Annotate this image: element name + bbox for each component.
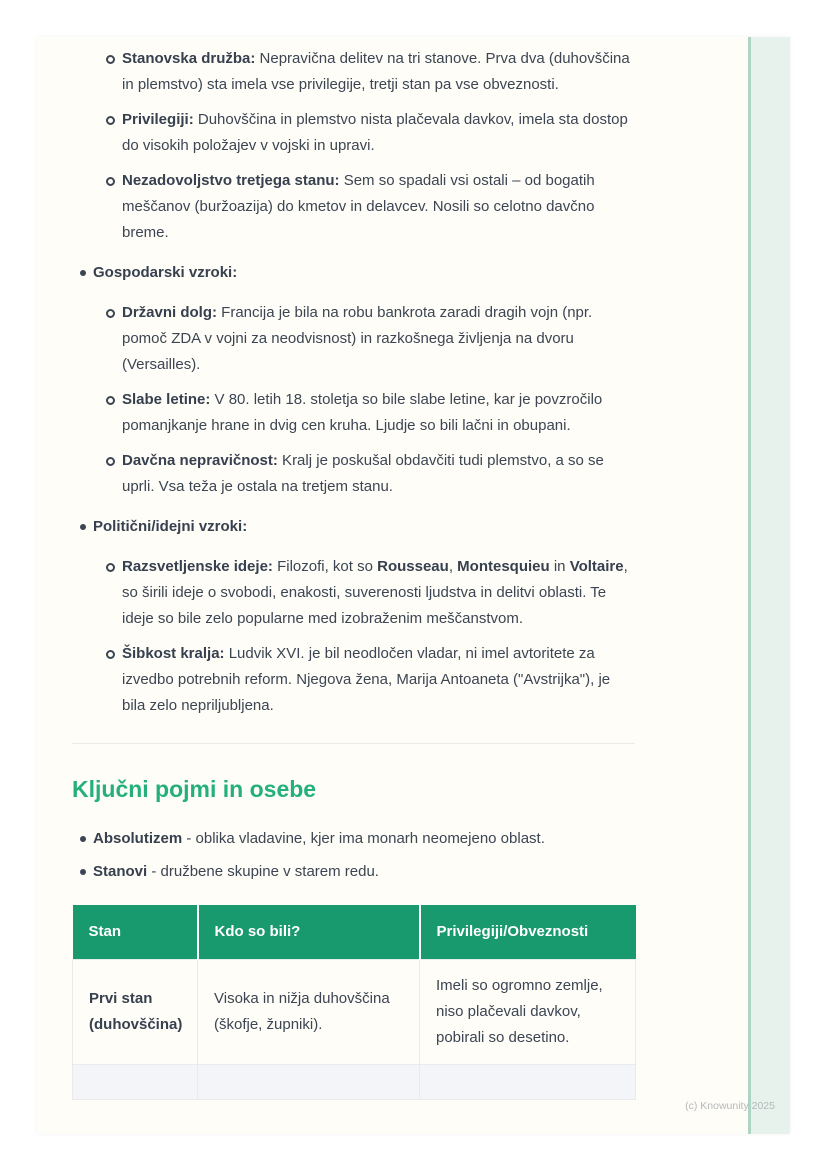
copyright-watermark: (c) Knowunity 2025	[685, 1100, 775, 1112]
list-item-text	[122, 645, 610, 714]
sub-bullet-item	[72, 107, 635, 159]
sub-bullet-list	[72, 554, 635, 719]
sub-bullet-marker-icon	[106, 55, 115, 64]
bold-text-run: Državni dolg:	[122, 304, 218, 321]
table-body	[73, 960, 636, 1100]
bold-text-run: Stanovska družba:	[122, 50, 256, 67]
table-header-cell: Kdo so bili?	[198, 905, 420, 960]
table-row	[73, 960, 636, 1065]
sub-bullet-item	[72, 448, 635, 500]
bullet-item	[72, 514, 635, 540]
text-run: in	[549, 558, 570, 575]
bold-text-run: Šibkost kralja:	[122, 645, 225, 662]
page-content	[72, 37, 635, 1100]
section-heading: Ključni pojmi in osebe	[72, 776, 317, 802]
table-row	[73, 1065, 636, 1100]
text-run: - družbene skupine v starem redu.	[147, 863, 379, 880]
bold-text-run: Davčna nepravičnost:	[122, 452, 278, 469]
table-header-row	[73, 905, 636, 960]
key-terms-table	[72, 905, 636, 1100]
list-item-text	[122, 391, 602, 434]
text-run: Sem so spadali vsi ostali – od bogatih meščanov (buržoazija) do kmetov in delavcev. Nosili so celotno davčno breme.	[122, 172, 595, 241]
bold-text-run: Stanovi	[93, 863, 148, 880]
list-item-text	[93, 518, 247, 535]
sub-bullet-marker-icon	[106, 650, 115, 659]
table-cell: Visoka in nižja duhovščina (škofje, župniki).	[198, 960, 420, 1065]
list-item-text	[122, 304, 592, 373]
bullet-item	[72, 826, 635, 852]
bold-text-run: Slabe letine:	[122, 391, 211, 408]
list-item-text	[122, 111, 628, 154]
table-head	[73, 905, 636, 960]
text-run: Filozofi, kot so	[272, 558, 378, 575]
bullet-list	[72, 514, 635, 540]
list-item-text	[122, 558, 628, 627]
sub-bullet-list	[72, 300, 635, 500]
text-run: Ludvik XVI. je bil neodločen vladar, ni imel avtoritete za izvedbo potrebnih reform. Njegova žena, Marija Antoaneta ("Avstrijka"), je bila zelo nepriljubljena.	[122, 645, 611, 714]
bullet-marker-icon	[80, 524, 86, 530]
sub-bullet-item	[72, 168, 635, 246]
text-run: Francija je bila na robu bankrota zaradi dragih vojn (npr. pomoč ZDA v vojni za neodvisnost) in razkošnega življenja na dvoru (Versailles).	[122, 304, 593, 373]
text-run: , so širili ideje o svobodi, enakosti, suverenosti ljudstva in delitvi oblasti. Te ideje so bile zelo popularne med izobraženim meščanstvom.	[122, 558, 628, 627]
bullet-marker-icon	[80, 869, 86, 875]
bold-text-run: Absolutizem	[93, 830, 183, 847]
bold-text-run: Montesquieu	[457, 558, 550, 575]
sub-bullet-item	[72, 641, 635, 719]
table-header-cell: Stan	[73, 905, 198, 960]
page-accent-bar	[748, 37, 790, 1134]
sub-bullet-item	[72, 46, 635, 98]
sub-bullet-list	[72, 46, 635, 246]
table-cell	[198, 1065, 420, 1100]
table-cell	[420, 1065, 636, 1100]
text-run: V 80. letih 18. stoletja so bile slabe letine, kar je povzročilo pomanjkanje hrane in dvig cen kruha. Ljudje so bili lačni in obupani.	[122, 391, 603, 434]
list-item-text	[93, 863, 379, 880]
text-run: Nepravična delitev na tri stanove. Prva dva (duhovščina in plemstvo) sta imela vse privilegije, tretji stan pa vse obveznosti.	[122, 50, 630, 93]
sub-bullet-marker-icon	[106, 563, 115, 572]
text-run: - oblika vladavine, kjer ima monarh neomejeno oblast.	[182, 830, 545, 847]
text-run: ,	[448, 558, 458, 575]
list-item-text	[93, 264, 237, 281]
sub-bullet-item	[72, 554, 635, 632]
bold-text-run: Razsvetljenske ideje:	[122, 558, 273, 575]
sub-bullet-marker-icon	[106, 396, 115, 405]
sub-bullet-item	[72, 300, 635, 378]
sub-bullet-marker-icon	[106, 309, 115, 318]
text-run: Duhovščina in plemstvo nista plačevala davkov, imela sta dostop do visokih položajev v vojski in upravi.	[122, 111, 628, 154]
sub-bullet-marker-icon	[106, 457, 115, 466]
document-page	[37, 37, 790, 1134]
bullet-marker-icon	[80, 270, 86, 276]
section-divider	[72, 743, 635, 744]
bold-text-run: Gospodarski vzroki:	[93, 264, 238, 281]
list-item-text	[93, 830, 545, 847]
bullet-list	[72, 826, 635, 885]
bold-text-run: Voltaire	[569, 558, 624, 575]
bullet-list	[72, 260, 635, 286]
bold-text-run: Politični/idejni vzroki:	[93, 518, 248, 535]
sub-bullet-item	[72, 387, 635, 439]
text-run: Kralj je poskušal obdavčiti tudi plemstvo, a so se uprli. Vsa teža je ostala na tretjem stanu.	[122, 452, 604, 495]
bold-text-run: Privilegiji:	[122, 111, 194, 128]
sub-bullet-marker-icon	[106, 116, 115, 125]
table-cell: Imeli so ogromno zemlje, niso plačevali davkov, pobirali so desetino.	[420, 960, 636, 1065]
bullet-marker-icon	[80, 836, 86, 842]
sub-bullet-marker-icon	[106, 177, 115, 186]
bullet-item	[72, 859, 635, 885]
bullet-item	[72, 260, 635, 286]
bold-text-run: Rousseau	[377, 558, 449, 575]
table-cell: Prvi stan (duhovščina)	[73, 960, 198, 1065]
bold-text-run: Nezadovoljstvo tretjega stanu:	[122, 172, 340, 189]
list-item-text	[122, 452, 604, 495]
list-item-text	[122, 50, 630, 93]
table-cell	[73, 1065, 198, 1100]
table-header-cell: Privilegiji/Obveznosti	[420, 905, 636, 960]
list-item-text	[122, 172, 595, 241]
